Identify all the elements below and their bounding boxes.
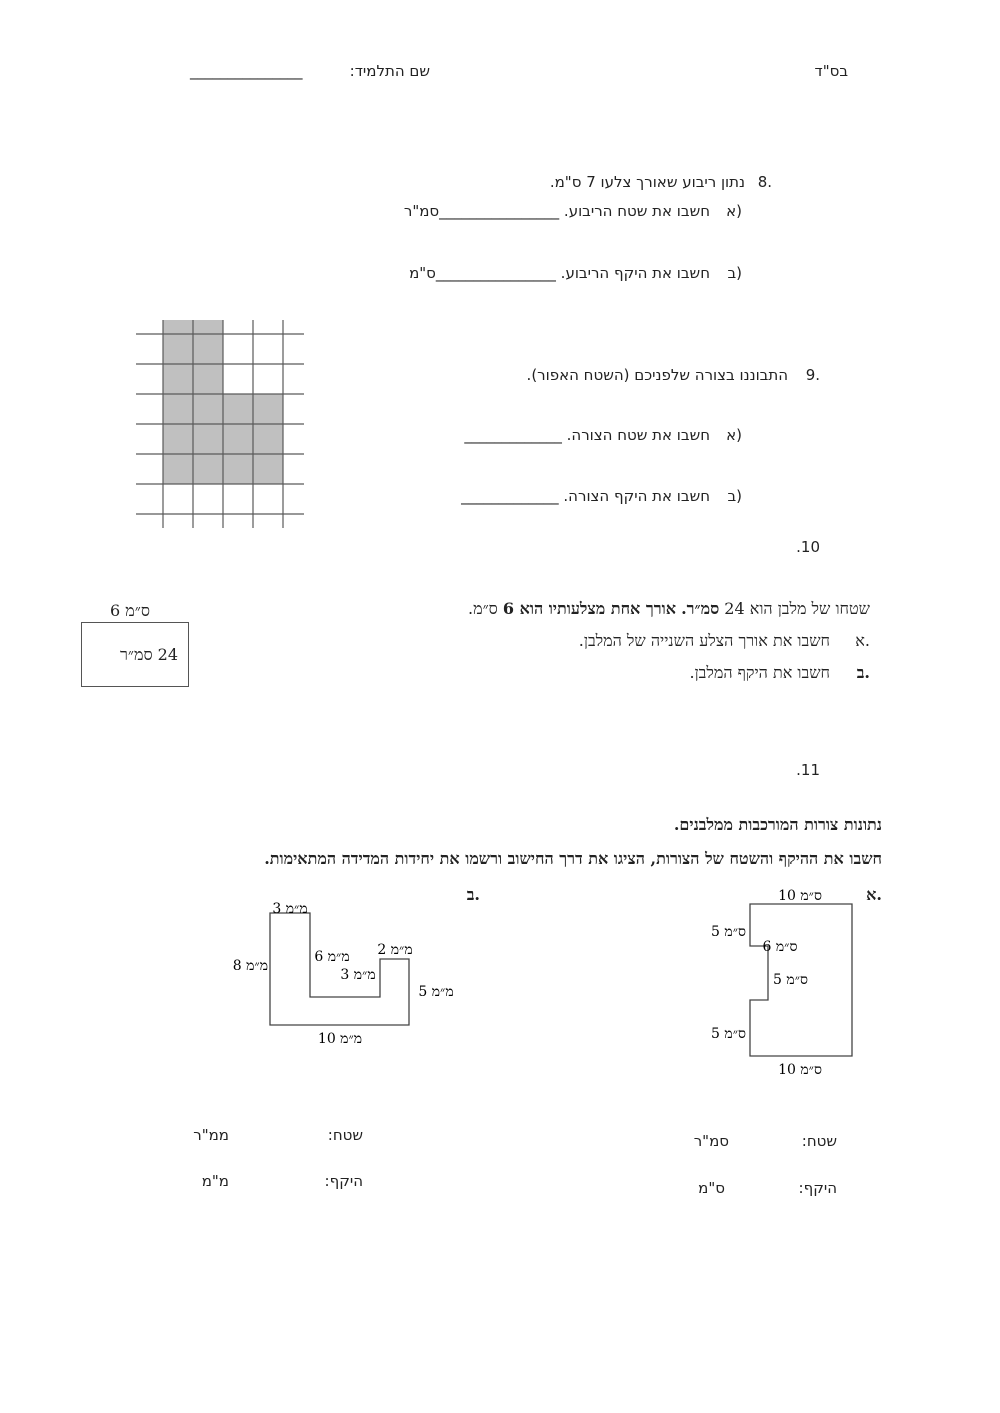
- q8b-text: חשבו את היקף הריבוע. ________________ס"מ: [409, 264, 710, 282]
- q10-rectangle: [81, 622, 189, 687]
- shape-a-area-unit: סמ"ר: [693, 1132, 729, 1150]
- q10a-letter: א.: [855, 631, 870, 650]
- shape-b-left-label: 8 מ״מ: [232, 958, 268, 974]
- q9-number: 9.: [805, 366, 820, 384]
- q11-shape-a: [690, 880, 870, 1080]
- q9b-letter: ב): [727, 487, 742, 505]
- q11b-letter: ב.: [466, 885, 480, 904]
- shape-a-notch-right-label: 5 ס״מ: [773, 972, 808, 988]
- q8b-letter: ב): [727, 264, 742, 282]
- q10-stem-before: שטחו של מלבן הוא 24: [724, 599, 870, 618]
- q9a-text: חשבו את שטח הצורה. _____________: [464, 426, 710, 444]
- q8a-letter: א): [726, 202, 742, 220]
- shape-a-left-top-label: 5 ס״מ: [711, 924, 746, 940]
- q9-grid-figure: [136, 320, 304, 528]
- student-name-field[interactable]: _______________: [190, 62, 303, 80]
- q9b-text: חשבו את היקף הצורה. _____________: [461, 487, 710, 505]
- q10-number: .10: [796, 538, 820, 556]
- shape-a-perimeter-label: היקף:: [798, 1179, 837, 1197]
- q11a-letter: א.: [866, 885, 882, 904]
- q10-side-label: 6 ס״מ: [110, 601, 150, 620]
- q10b-letter: ב.: [856, 663, 870, 682]
- shape-b-inner-left-label: 6 מ״מ: [314, 949, 350, 965]
- shape-b-perimeter-unit: מ"מ: [201, 1172, 229, 1190]
- q10-stem-unit2: ס״מ.: [468, 599, 498, 618]
- q10-stem-unit1: סמ״ר.: [681, 599, 720, 618]
- shape-b-bottom-label: 10 מ״מ: [317, 1031, 363, 1047]
- q11-shape-b: [220, 895, 470, 1055]
- q9-stem: התבוננו בצורה שלפניכם (השטח האפור).: [526, 366, 788, 384]
- q11-instruction: חשבו את ההיקף והשטח של הצורות, הציגו את דרך החישוב ורשמו את יחידות המדידה המתאימות.: [264, 849, 882, 868]
- q8a-text: חשבו את שטח הריבוע. ________________סמ"ר: [403, 202, 710, 220]
- shape-b-area-unit: ממ"ר: [193, 1126, 229, 1144]
- shape-a-perimeter-unit: ס"מ: [698, 1179, 725, 1197]
- q10b-text: חשבו את היקף המלבן.: [689, 663, 830, 682]
- q11-title: נתונות צורות המורכבות ממלבנים.: [673, 815, 882, 834]
- q10-stem: [468, 599, 870, 619]
- q11-number: .11: [796, 761, 820, 779]
- shape-b-right-label: 5 מ״מ: [418, 984, 454, 1000]
- shape-b-area-label: שטח:: [327, 1126, 363, 1144]
- shape-a-notch-top-label: 6 ס״מ: [762, 939, 798, 955]
- shape-a-bottom-label: 10 ס״מ: [778, 1062, 822, 1078]
- student-name-label: שם התלמיד:: [349, 62, 430, 80]
- shape-b-perimeter-label: היקף:: [324, 1172, 363, 1190]
- q9a-letter: א): [726, 426, 742, 444]
- shape-a-top-label: 10 ס״מ: [778, 888, 822, 904]
- shape-b-right-top-label: 2 מ״מ: [377, 942, 413, 958]
- q8-number: 8.: [757, 173, 772, 191]
- q10-stem-mid: אורך אחת מצלעותיו הוא 6: [502, 599, 676, 618]
- q10a-text: חשבו את אורך הצלע השנייה של המלבן.: [578, 631, 830, 650]
- shape-b-inner-bottom-label: 3 מ״מ: [340, 967, 376, 983]
- q10-area-label: 24 סמ״ר: [120, 645, 178, 664]
- q8-stem: נתון ריבוע שאורך צלעו 7 ס"מ.: [549, 173, 745, 191]
- shape-a-area-label: שטח:: [801, 1132, 837, 1150]
- shape-b-top-label: 3 מ״מ: [272, 901, 308, 917]
- shape-a-left-bottom-label: 5 ס״מ: [711, 1026, 746, 1042]
- bsd-header: בס"ד: [814, 62, 848, 80]
